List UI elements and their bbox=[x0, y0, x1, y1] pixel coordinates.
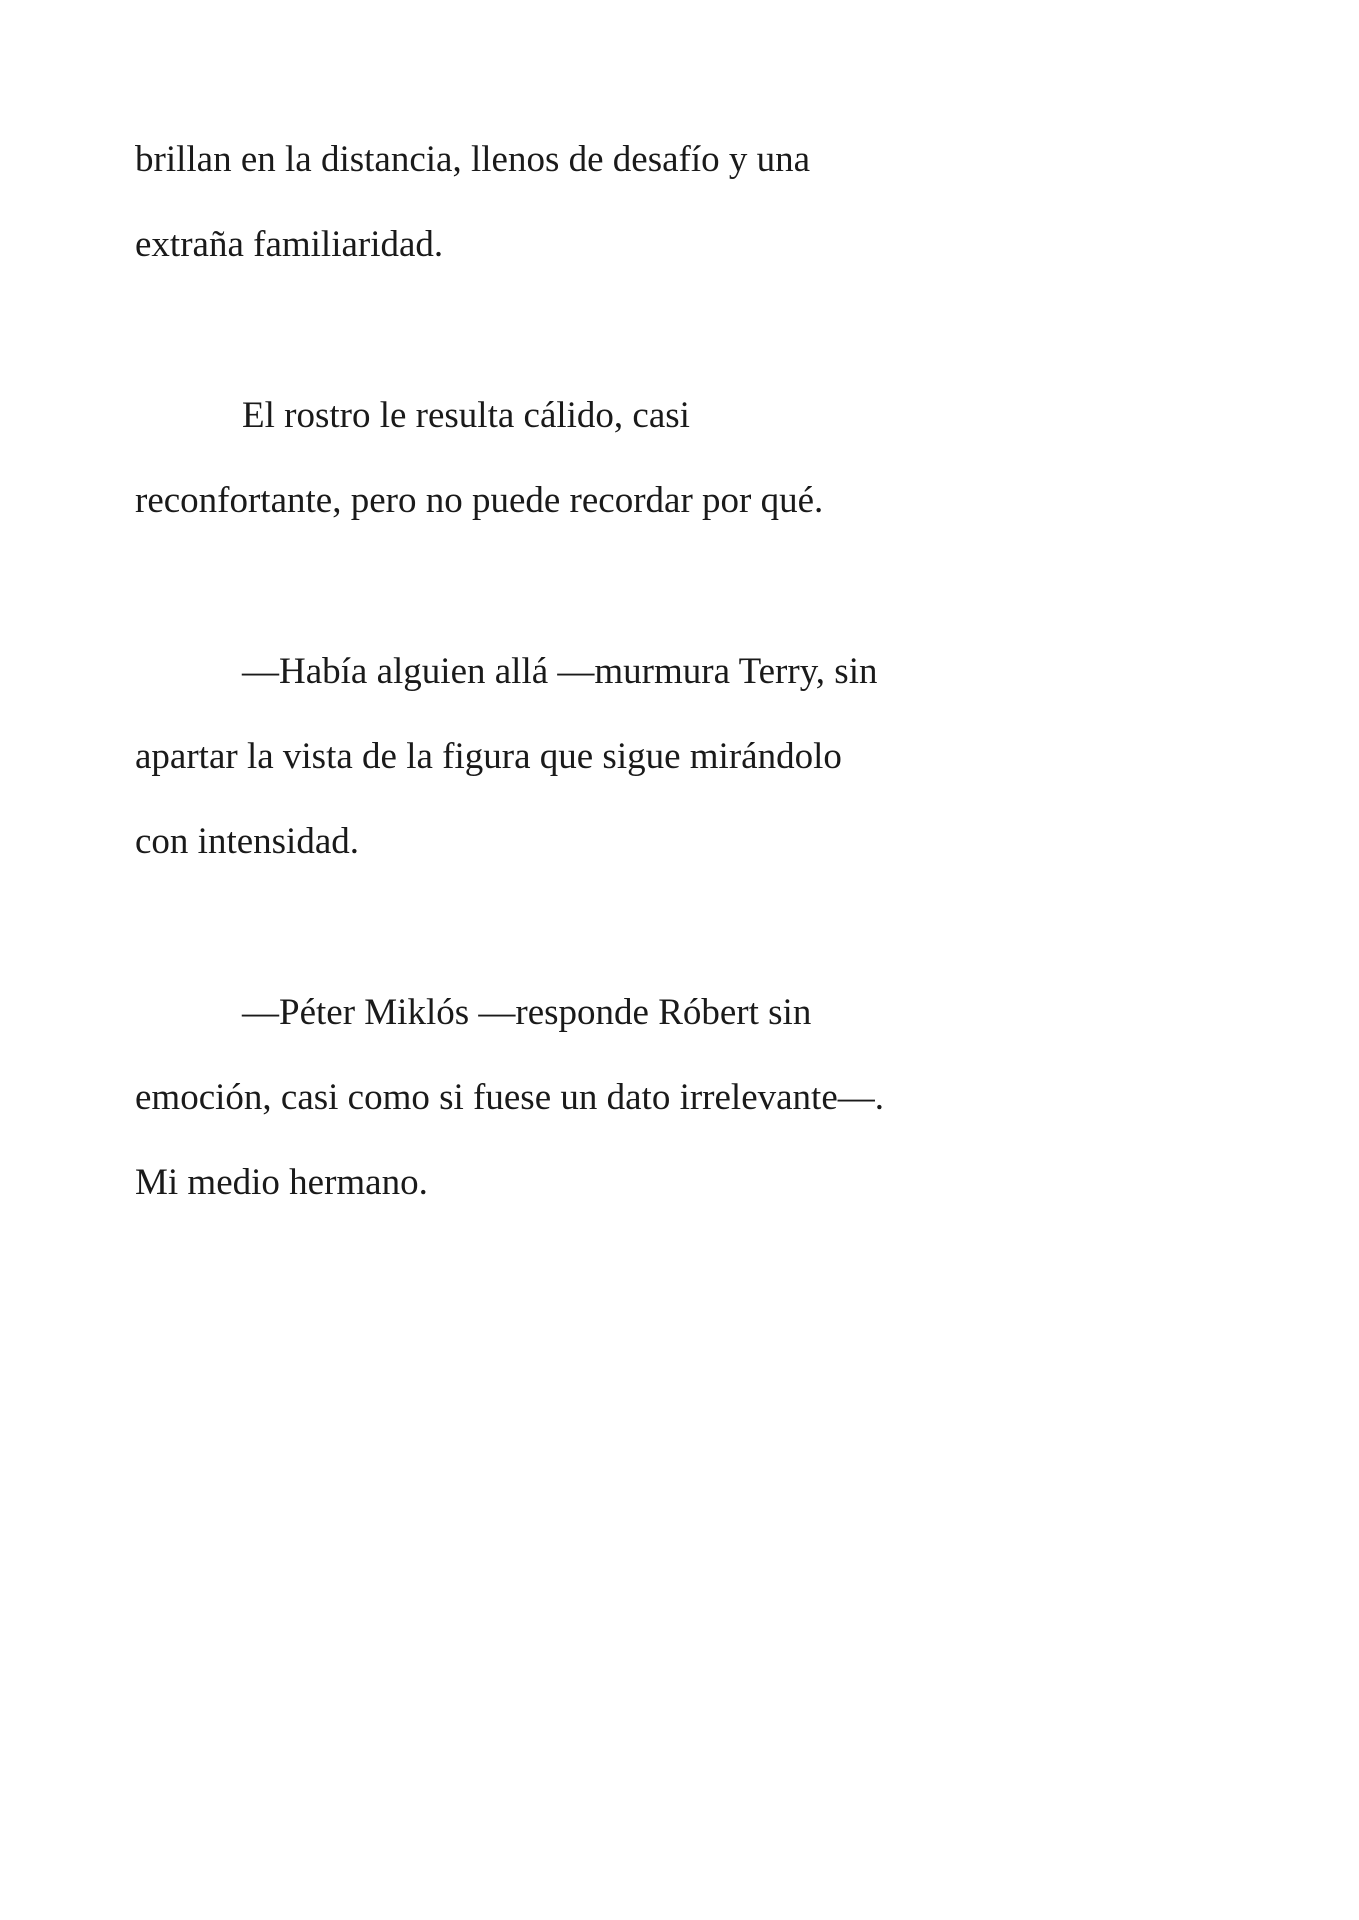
text-line: —Había alguien allá —murmura Terry, sin bbox=[242, 651, 878, 692]
text-line: con intensidad. bbox=[135, 821, 360, 862]
text-line: reconfortante, pero no puede recordar por qué. bbox=[135, 480, 824, 521]
text-line: Mi medio hermano. bbox=[135, 1162, 428, 1203]
text-line: —Péter Miklós —responde Róbert sin bbox=[242, 992, 812, 1033]
text-line: El rostro le resulta cálido, casi bbox=[242, 395, 690, 436]
text-line: brillan en la distancia, llenos de desafío y una bbox=[135, 139, 811, 180]
text-line: extraña familiaridad. bbox=[135, 224, 444, 265]
text-line: emoción, casi como si fuese un dato irrelevante—. bbox=[135, 1077, 884, 1118]
text-line: apartar la vista de la figura que sigue mirándolo bbox=[135, 736, 842, 777]
